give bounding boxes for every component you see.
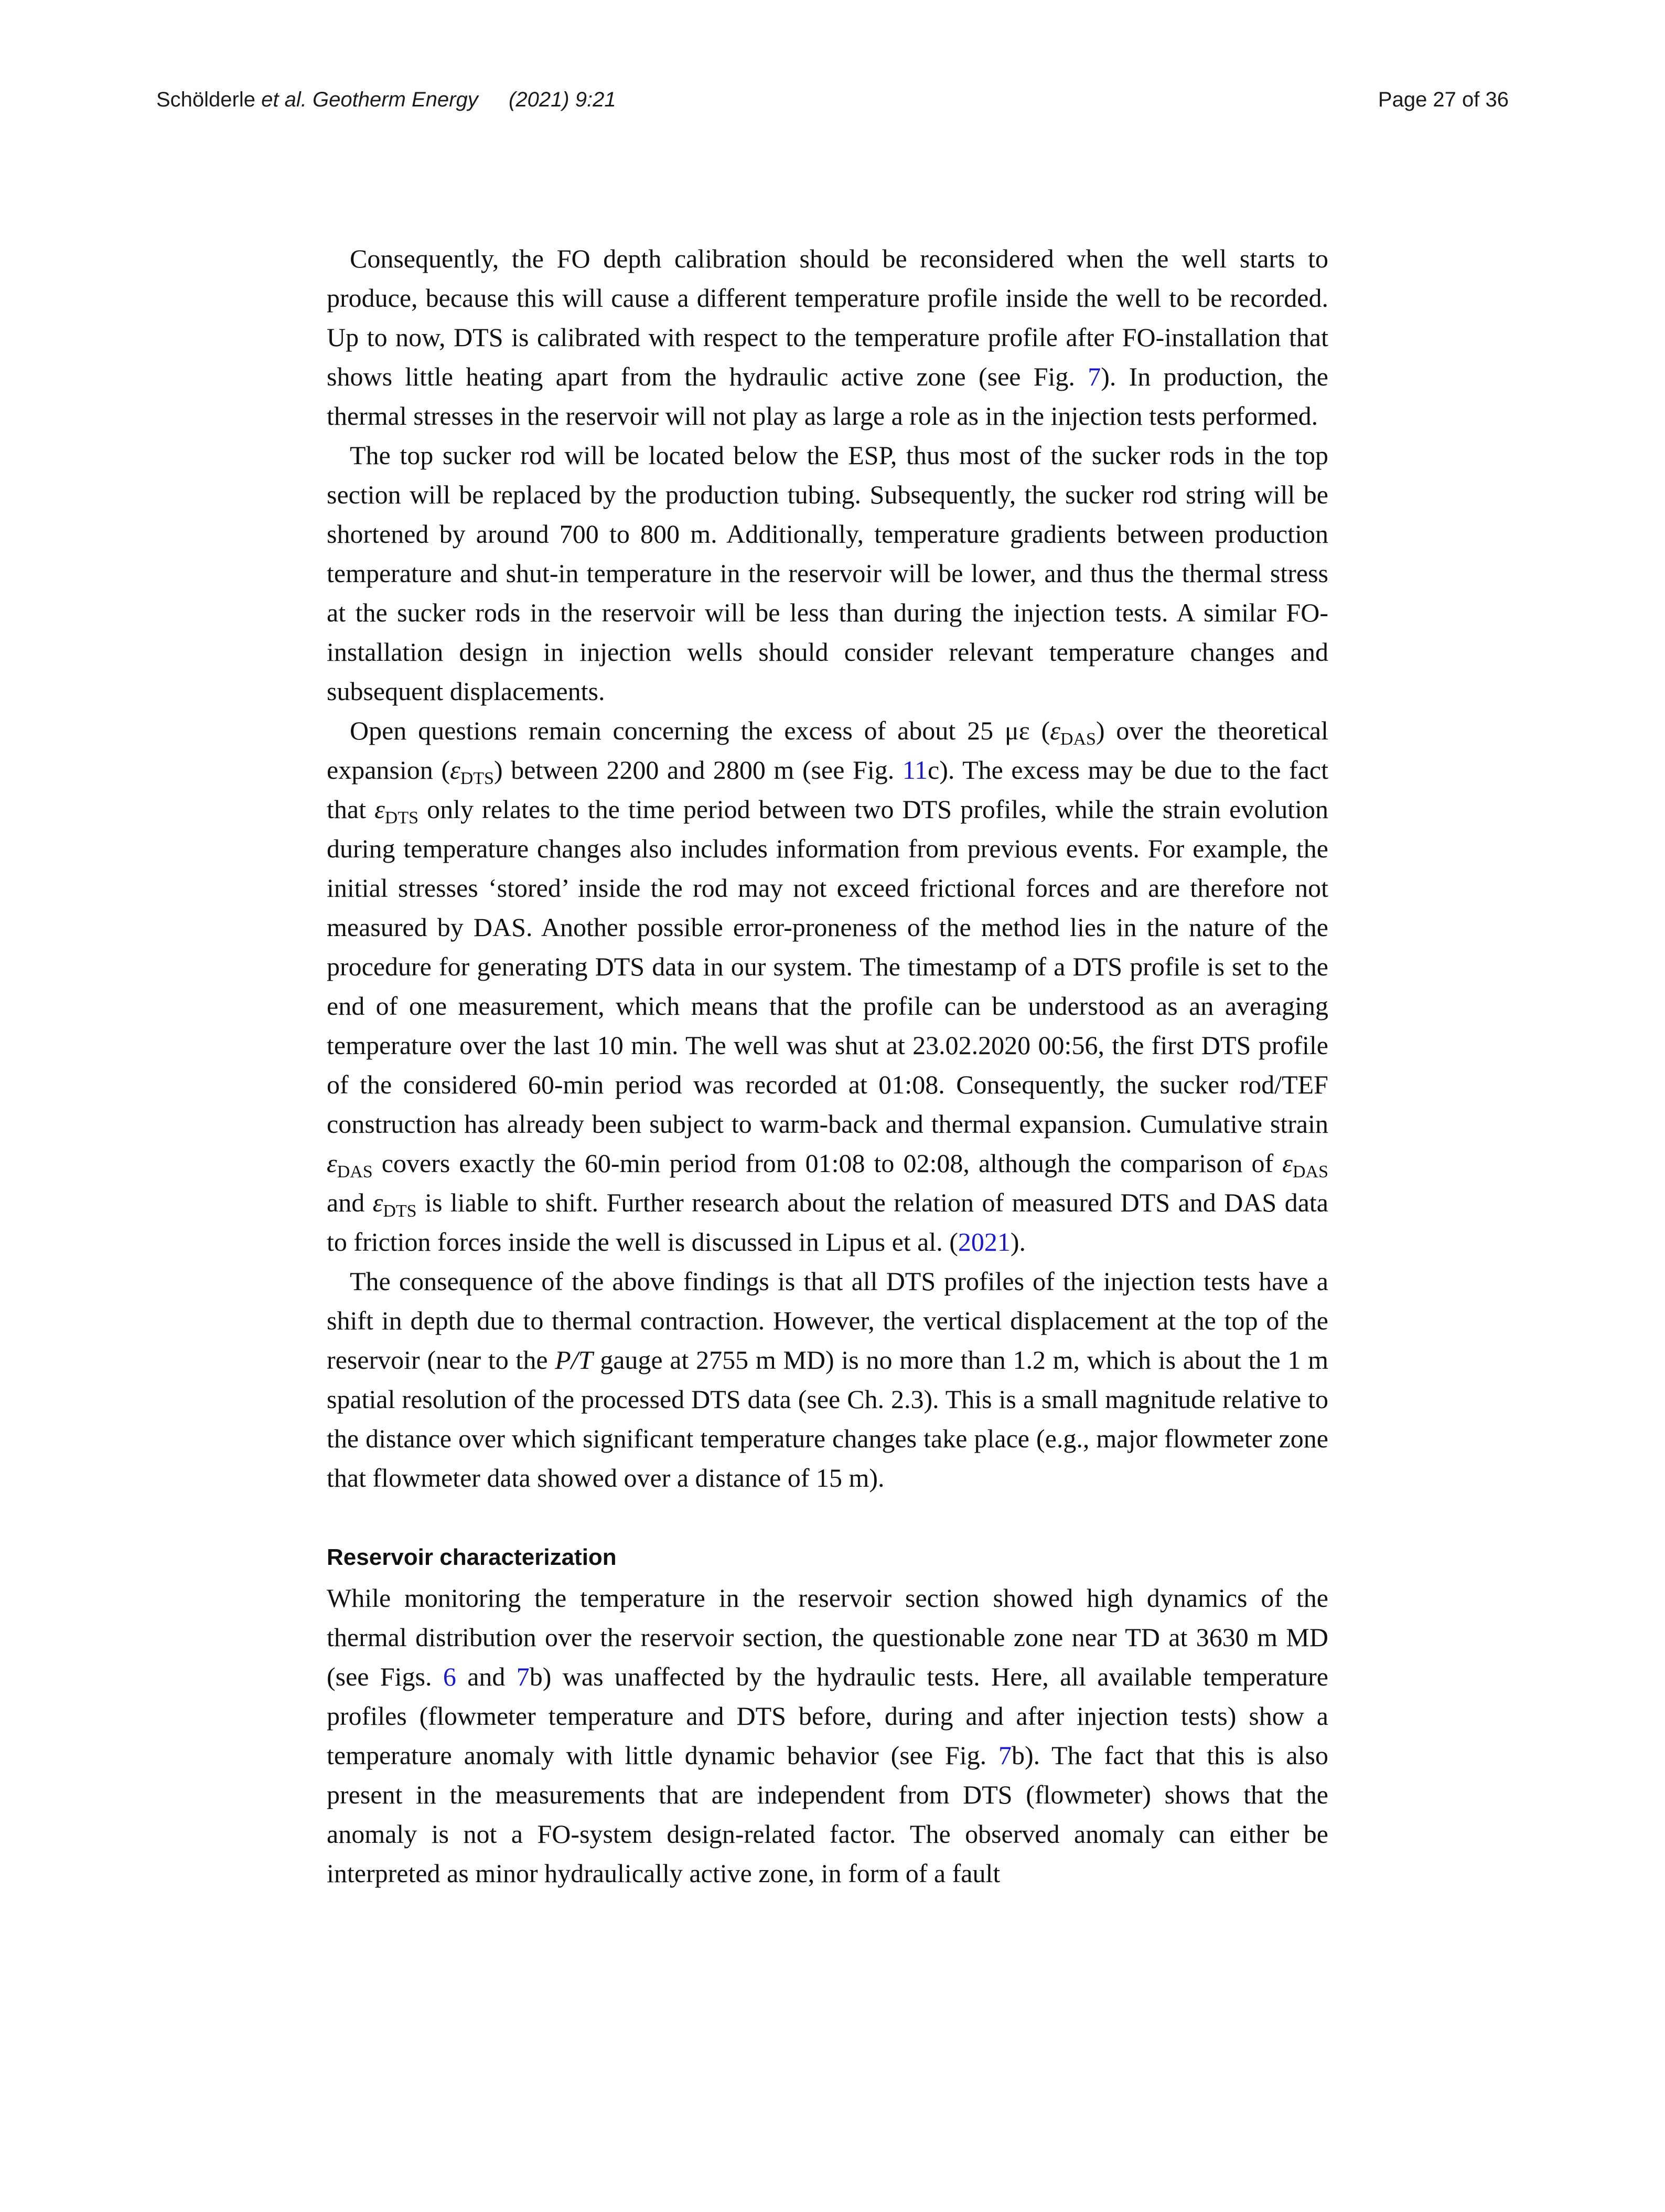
section-heading: Reservoir characterization xyxy=(327,1544,617,1570)
lipus-2021-citation-link[interactable]: 2021 xyxy=(958,1227,1011,1257)
pt-gauge-label: P/T xyxy=(555,1345,593,1375)
text: b). The fact that this is also present in the measurements that are independent from DTS (flowmeter) shows that the anomaly is not a FO-system design-related factor. The observed anomaly can either be interpreted as minor hydraulically active zone, in form of a fault xyxy=(327,1741,1328,1888)
text: ) over the theoretical expansion ( xyxy=(327,716,1328,785)
header-citation xyxy=(156,88,616,112)
running-header xyxy=(156,88,1509,120)
header-journal: Geotherm Energy xyxy=(312,88,478,111)
text: gauge at 2755 m MD) is no more than 1.2 m, which is about the 1 m spatial resolution of the processed DTS data (see Ch. 2.3). This is a small magnitude relative to the distance over which significant temperature changes take place (e.g., major flowmeter zone that flowmeter data showed over a distance of 15 m). xyxy=(327,1345,1328,1492)
paragraph-consequence xyxy=(327,1262,1328,1498)
text: is liable to shift. Further research about the relation of measured DTS and DAS data to friction forces inside the well is discussed in Lipus et al. ( xyxy=(327,1188,1328,1257)
fig-11-link[interactable]: 11 xyxy=(902,755,928,785)
fig-7-link[interactable]: 7 xyxy=(998,1741,1012,1770)
text: ). In production, the thermal stresses in the reservoir will not play as large a role as in the injection tests performed. xyxy=(327,362,1328,431)
text: While monitoring the temperature in the reservoir section showed high dynamics of the thermal distribution over the reservoir section, the questionable zone near TD at 3630 m MD (see Figs. xyxy=(327,1583,1328,1691)
fig-6-link[interactable]: 6 xyxy=(443,1662,456,1691)
paragraph-open-questions xyxy=(327,711,1328,1262)
text: only relates to the time period between two DTS profiles, while the strain evolution during temperature changes also includes information from previous events. For example, the initial stresses ‘stored’ inside the rod may not exceed frictional forces and are therefore not measured by DAS. Another possible error-proneness of the method lies in the nature of the procedure for generating DTS data in our system. The timestamp of a DTS profile is set to the end of one measurement, which means that the profile can be understood as an averaging temperature over the last 10 min. The well was shut at 23.02.2020 00:56, the first DTS profile of the considered 60-min period was recorded at 01:08. Consequently, the sucker rod/TEF construction has already been subject to warm-back and thermal expansion. Cumulative strain xyxy=(327,794,1328,1139)
text: c). The excess may be due to the fact that xyxy=(327,755,1328,824)
epsilon-dts: $\varepsilon_{DTS}$ xyxy=(450,755,494,788)
paragraph-sucker-rod: The top sucker rod will be located below the ESP, thus most of the sucker rods in the top section will be replaced by the production tubing. Subsequently, the sucker rod string will be shortened by around 700 to 800 m. Additionally, temperature gradients between production temperature and shut-in temperature in the reservoir will be lower, and thus the thermal stress at the sucker rods in the reservoir will be less than during the injection tests. A similar FO-installation design in injection wells should consider relevant temperature changes and subsequent displacements. xyxy=(327,441,1328,706)
paragraph-reservoir xyxy=(327,1579,1328,1893)
text: and xyxy=(456,1662,517,1691)
epsilon-dts: $\varepsilon_{DTS}$ xyxy=(374,794,419,828)
header-volume: (2021) 9:21 xyxy=(509,88,616,111)
text: Consequently, the FO depth calibration should be reconsidered when the well starts to produce, because this will cause a different temperature profile inside the well to be recorded. Up to now, DTS is calibrated with respect to the temperature profile after FO-installation that shows little heating apart from the hydraulic active zone (see Fig. xyxy=(327,244,1328,391)
text: covers exactly the 60-min period from 01:08 to 02:08, although the comparison of xyxy=(372,1148,1283,1178)
epsilon-das: $\varepsilon_{DAS}$ xyxy=(1050,716,1096,749)
text: Open questions remain concerning the excess of about 25 με ( xyxy=(350,716,1050,745)
text: ). xyxy=(1010,1227,1026,1257)
page-number: Page 27 of 36 xyxy=(1378,88,1509,111)
text: The consequence of the above findings is that all DTS profiles of the injection tests have a shift in depth due to thermal contraction. However, the vertical displacement at the top of the reservoir (near to the xyxy=(327,1266,1328,1375)
body-text xyxy=(327,239,1328,1893)
fig-7-link[interactable]: 7 xyxy=(1088,362,1101,391)
text: b) was unaffected by the hydraulic tests. Here, all available temperature profiles (flowmeter temperature and DTS before, during and after injection tests) show a temperature anomaly with little dynamic behavior (see Fig. xyxy=(327,1662,1328,1770)
text: and xyxy=(327,1188,373,1217)
epsilon-dts: $\varepsilon_{DTS}$ xyxy=(372,1188,417,1221)
paragraph-fo-calibration xyxy=(327,239,1328,436)
epsilon-das: $\varepsilon_{DAS}$ xyxy=(327,1148,373,1182)
header-authors: Schölderle xyxy=(156,88,256,111)
fig-7-link[interactable]: 7 xyxy=(516,1662,530,1691)
text: ) between 2200 and 2800 m (see Fig. xyxy=(493,755,903,785)
epsilon-das: $\varepsilon_{DAS}$ xyxy=(1282,1148,1328,1182)
header-etal: et al. xyxy=(261,88,307,111)
